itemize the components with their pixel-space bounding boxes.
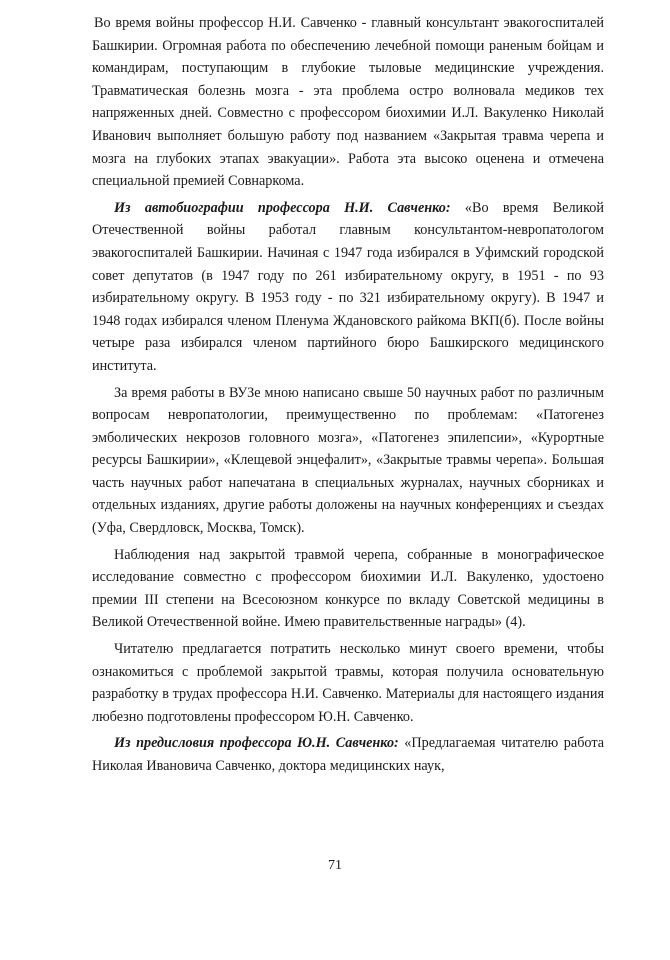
preface-lead: Из предисловия профессора Ю.Н. Савченко: bbox=[114, 735, 399, 752]
page-number: 71 bbox=[328, 858, 342, 873]
paragraph-4-text: Наблюдения над закрытой травмой черепа, собранные в монографическое исследование совместно с профессором биохимии И.Л. Вакуленко, удостоено премии III степени на Всесоюзном конкурсе по вкладу Советской медицины в Великой Отечественной войне. Имею правительственные награды» (4). bbox=[92, 546, 604, 631]
paragraph-1-text: Во время войны профессор Н.И. Савченко - главный консультант эвакогоспиталей Башкирии. Огромная работа по обеспечению лечебной помощи раненым бойцам и командирам, поступающим в глубокие тыловые медицинские учреждения. Травматическая болезнь мозга - эта проблема остро волновала медиков тех напряженных дней. Совместно с профессором биохимии И.Л. Вакуленко Николай Иванович выполняет большую работу под названием «Закрытая травма черепа и мозга на глубоких этапах эвакуации». Работа эта высоко оценена и отмечена специальной премией Совнаркома. bbox=[92, 15, 604, 190]
paragraph-3-text: За время работы в ВУЗе мною написано свыше 50 научных работ по различным вопросам невропатологии, преимущественно по проблемам: «Патогенез эмболических некрозов головного мозга», «Патогенез эпилепсии», «Курортные ресурсы Башкирии», «Клещевой энцефалит», «Закрытые травмы черепа». Большая часть научных работ напечатана в специальных журналах, научных сборниках и отдельных изданиях, другие работы доложены на научных конференциях и съездах (Уфа, Свердловск, Москва, Томск). bbox=[92, 384, 604, 537]
paragraph-5-text: Читателю предлагается потратить несколько минут своего времени, чтобы ознакомиться с проблемой закрытой травмы, которая получила основательную разработку в трудах профессора Н.И. Савченко. Материалы для настоящего издания любезно подготовлены профессором Ю.Н. Савченко. bbox=[92, 641, 604, 725]
paragraph-6-text: «Предлагаемая читателю работа Николая Ивановича Савченко, доктора медицинских наук, bbox=[92, 735, 604, 774]
paragraph-3 bbox=[92, 382, 604, 540]
paragraph-4 bbox=[92, 544, 604, 634]
body-text bbox=[92, 12, 604, 778]
paragraph-2 bbox=[92, 197, 604, 378]
paragraph-6 bbox=[92, 732, 604, 777]
autobiography-lead: Из автобиографии профессора Н.И. Савченко: bbox=[114, 199, 451, 216]
paragraph-5 bbox=[92, 638, 604, 728]
paragraph-2-text: «Во время Великой Отечественной войны работал главным консультантом-невропатологом эвакогоспиталей Башкирии. Начиная с 1947 года избирался в Уфимский городской совет депутатов (в 1947 году по 261 избирательному округу, в 1951 - по 93 избирательному округу. В 1953 году - по 321 избирательному округу). В 1947 и 1948 годах избирался членом Пленума Ждановского райкома ВКП(б). После войны четыре раза избирался членом партийного бюро Башкирского медицинского института. bbox=[92, 199, 604, 374]
paragraph-1 bbox=[92, 12, 604, 193]
